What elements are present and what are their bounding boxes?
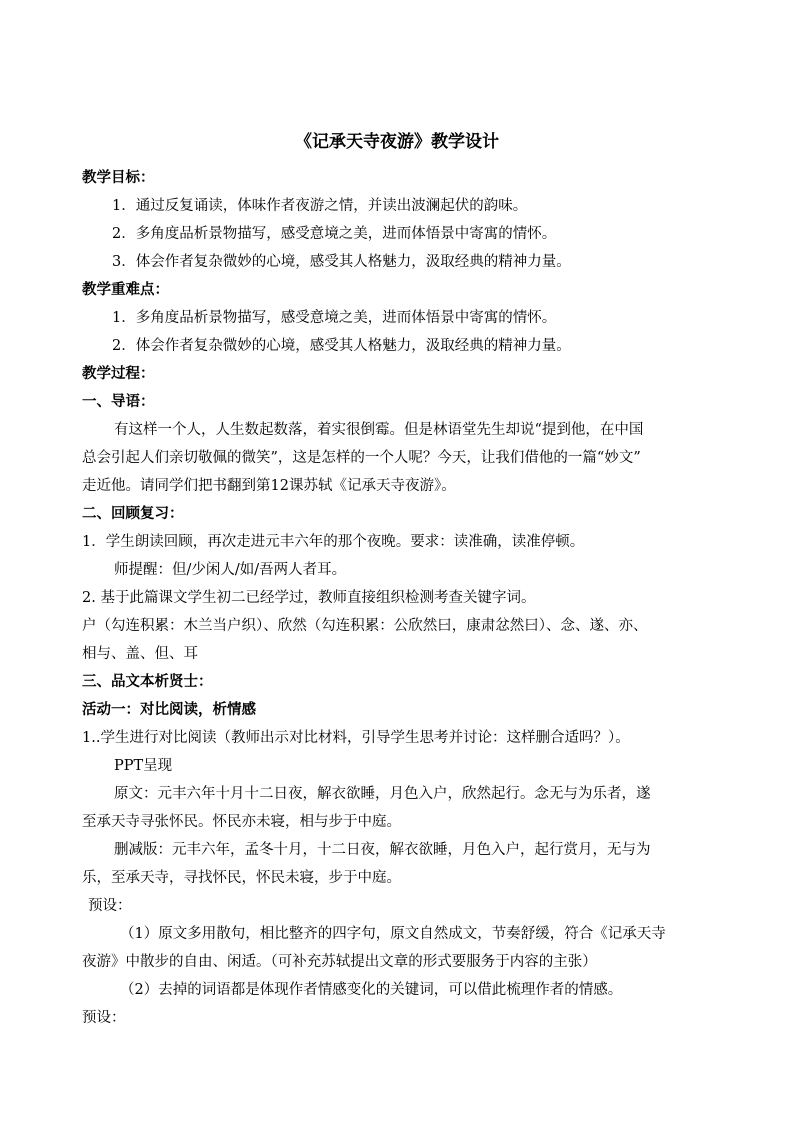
analysis-line-5: 删减版：元丰六年，孟冬十月，十二日夜，解衣欲睡，月色入户，起行赏月，无与为: [114, 842, 651, 858]
intro-line-3: 走近他。请同学们把书翻到第12课苏轼《记承天寺夜游》。: [82, 478, 456, 494]
review-line-3: 2. 基于此篇课文学生初二已经学过，教师直接组织检测考查关键字词。: [82, 590, 536, 606]
review-line-4: 户（勾连积累：木兰当户织）、欣然（勾连积累：公欣然曰，康肃忿然曰）、念、遂、亦、: [82, 618, 648, 634]
objectives-heading: 教学目标：: [82, 169, 155, 186]
analysis-line-2: PPT呈现: [114, 758, 173, 774]
activity-1-heading: 活动一：对比阅读，析情感: [82, 701, 256, 718]
analysis-line-8: （1）原文多用散句，相比整齐的四字句，原文自然成文，节奏舒缓，符合《记承天寺: [120, 926, 666, 942]
intro-line-2: 总会引起人们亲切敬佩的微笑”，这是怎样的一个人呢？今天，让我们借他的一篇“妙文”: [82, 450, 641, 466]
review-line-2: 师提醒：但/少闲人/如/吾两人者耳。: [114, 562, 347, 578]
process-heading: 教学过程：: [82, 365, 155, 382]
analysis-line-11: 预设：: [82, 1010, 126, 1026]
key-point-item-2: 2．体会作者复杂微妙的心境，感受其人格魅力，汲取经典的精神力量。: [112, 338, 571, 354]
document-title: 《记承天寺夜游》教学设计: [295, 132, 499, 152]
analysis-line-9: 夜游》中散步的自由、闲适。（可补充苏轼提出文章的形式要服务于内容的主张）: [82, 954, 597, 970]
review-line-1: 1．学生朗读回顾，再次走进元丰六年的那个夜晚。要求：读准确，读准停顿。: [82, 534, 585, 550]
objective-item-1: 1．通过反复诵读，体味作者夜游之情，并读出波澜起伏的韵味。: [112, 198, 528, 214]
section-analysis-heading: 三、品文本析贤士：: [82, 673, 213, 690]
analysis-line-4: 至承天寺寻张怀民。怀民亦未寝，相与步于中庭。: [82, 814, 401, 830]
objective-item-3: 3．体会作者复杂微妙的心境，感受其人格魅力，汲取经典的精神力量。: [112, 254, 571, 270]
section-intro-heading: 一、导语：: [82, 393, 155, 410]
analysis-line-1: 1..学生进行对比阅读（教师出示对比材料，引导学生思考并讨论：这样删合适吗？）。: [82, 730, 630, 746]
objective-item-2: 2．多角度品析景物描写，感受意境之美，进而体悟景中寄寓的情怀。: [112, 226, 557, 242]
analysis-line-10: （2）去掉的词语都是体现作者情感变化的关键词，可以借此梳理作者的情感。: [120, 982, 623, 998]
section-review-heading: 二、回顾复习：: [82, 505, 184, 522]
key-points-heading: 教学重难点：: [82, 281, 169, 298]
analysis-line-6: 乐，至承天寺，寻找怀民，怀民未寝，步于中庭。: [82, 870, 401, 886]
intro-line-1: 有这样一个人，人生数起数落，着实很倒霉。但是林语堂先生却说“提到他，在中国: [114, 422, 644, 438]
review-line-5: 相与、盖、但、耳: [82, 646, 198, 662]
analysis-line-7: 预设：: [88, 898, 132, 914]
analysis-line-3: 原文：元丰六年十月十二日夜，解衣欲睡，月色入户，欣然起行。念无与为乐者，遂: [114, 786, 651, 802]
key-point-item-1: 1．多角度品析景物描写，感受意境之美，进而体悟景中寄寓的情怀。: [112, 310, 557, 326]
